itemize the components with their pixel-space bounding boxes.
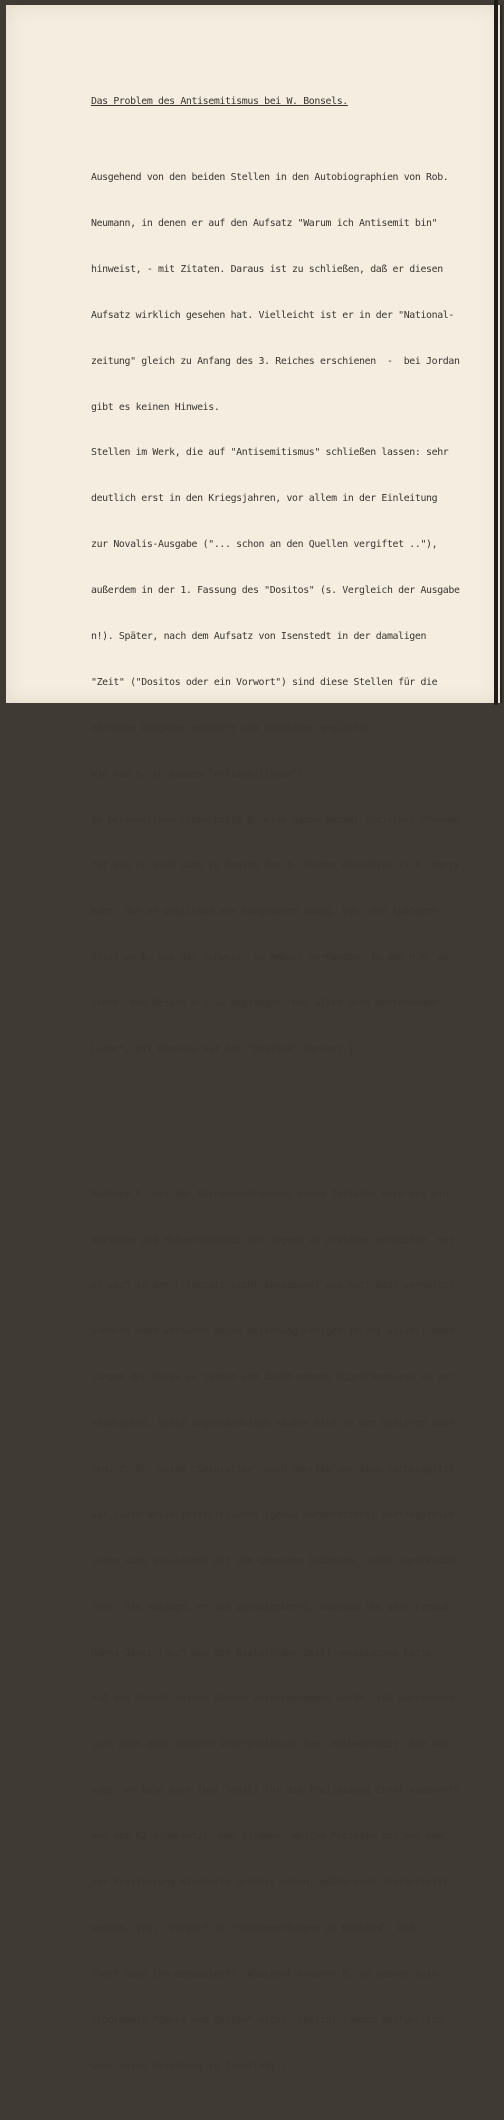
text-line: heimlichen. Diese Zugeständnisse häufen sich in den späteren Jahr- (91, 1418, 460, 1430)
text-line: Hanns Johst (noch aus der Bielefelder Zeit) versprochen hatte, (91, 1647, 438, 1659)
text-line: Nachdem B. bei der Bücherverbrennung diese Tatsache noch als ein (91, 1188, 449, 1200)
text-line: Neumann, in denen er auf den Aufsatz "Warum ich Antisemit bin" (91, 217, 438, 229)
text-line: ren. Z. B.: seine "Emigration" nach Amerika war eine nachträglich (91, 1464, 454, 1476)
text-line: Liebe", mit Hinweis auf das "Dositos"-Vorwort.) (91, 1044, 354, 1055)
text-line: außerdem in der 1. Fassung des "Dositos" (s. Vergleich der Ausgabe (91, 585, 460, 597)
text-line: Versehen und Mißverständnis der Jugend zu erklären versuchte, hat (91, 1234, 454, 1246)
text-line: Kahn: den er gleichsam zur Emigration zwang. Vgl. den späteren (91, 906, 438, 918)
text-line: nächsten Ausgaben geändert und harmloser geglättet. (91, 722, 376, 734)
text-line: lich auch eine spätere Interpretation bzw. Halbwahrheit. Die Aus- (91, 1739, 454, 1751)
paragraph-gap (91, 1118, 487, 1125)
text-line: Stellen im Werk, die auf "Antisemitismus" schließen lassen: sehr (91, 447, 449, 459)
text-line: sondern eher versucht seine Ablehnung einiger (nicht aller!) Hand- (91, 1326, 460, 1338)
page-edge (494, 0, 498, 705)
paragraph-1 (91, 139, 487, 1087)
document-body (91, 63, 487, 2120)
text-line: daß das Verbot seiner Bücher zurückgenommen werde, ist wahrschein- (91, 1693, 460, 1705)
text-line: zeitung" gleich zu Anfang des 3. Reiches erschienen - bei Jordan (91, 355, 460, 367)
text-line: lehnt, den Besuch B.s zu empfangen "bei aller noch bestehenden (91, 998, 438, 1010)
text-line: deutlich erst in den Kriegsjahren, vor allem in der Einleitung (91, 493, 438, 505)
text-line: sage, er habe sich (bei Johst) für die Freilassung Ernst Wiecherts (91, 1785, 460, 1797)
text-line: n!). Später, nach dem Aufsatz von Isenstedt in der damaligen (91, 630, 427, 642)
text-line: "Zeit" ("Dositos oder ein Vorwort") sind diese Stellen für die (91, 676, 438, 688)
text-line: biographie "Jahre und Zeiten" nicht, spricht jedoch ausführlich (91, 2014, 443, 2026)
text-line: gibt es keinen Hinweis. (91, 401, 220, 413)
text-line: (wenn auch vielleicht mit dem geheimen Gedanken, nicht zurückzukeh (91, 1555, 460, 1567)
text-line: Aufsatz wirklich gesehen hat. Vielleicht ist er in der "National- (91, 309, 454, 321)
text-line: zur Novalis-Ausgabe ("... schon an den Quellen vergiftet .."), (91, 539, 438, 551)
text-line: ren). Die Aussage, er sei zurückgekehrt, nachdem ihm sein Freund (91, 1601, 449, 1613)
text-line: aus dem KZ eingesetzt, mag stimmen. Welche Proteste und von wem (91, 1831, 443, 1843)
text-line: für die er sich auch zu Beginn des 3. Reichs einsetzte (z.B. Harry (91, 860, 460, 872)
text-line: Wie kam B. zu diesem "Antisemitismus"? (91, 768, 304, 780)
document-title: Das Problem des Antisemitismus bei W. Bonsels. (91, 95, 348, 107)
text-line: lungen der Nazis zu tarnen und durch manche Zugeständnisse zu ver- (91, 1372, 460, 1384)
text-line: zur Freilassung Wiecherts geführt haben, müßte noch festgestellt (91, 1877, 449, 1889)
text-line: hinweist, - mit Zitaten. Daraus ist zu schließen, daß er diesen (91, 263, 443, 275)
text-line: über seine Beziehung zu Isenstedt.) (91, 2060, 287, 2072)
text-line: Im persönlichen Leben hatte B. eine ganze Anzahl jüdischer Freunde, (91, 814, 466, 826)
text-line: er sich in der Folgezeit nicht konsequent als Anti-Nazi verhalten, (91, 1280, 460, 1292)
text-line: auf diese Weise interpretierte (genau vorbereitete) Vortragsreise (91, 1509, 454, 1521)
text-line: werden. (Vgl. Vorwurf in "Randbemerkungen zu Dositos": Wie- (91, 1922, 421, 1934)
paragraph-2 (91, 1156, 487, 2104)
text-line: Brief an B. aus der Schweiz, in Ambach vorhanden, in dem H.K. ab- (91, 952, 454, 964)
text-line: Ausgehend von den beiden Stellen in den Autobiographien von Rob. (91, 172, 449, 184)
text-line: chert habe ihn denunziert). Wiechert erwähnt B. in seiner Auto- (91, 1968, 443, 1980)
